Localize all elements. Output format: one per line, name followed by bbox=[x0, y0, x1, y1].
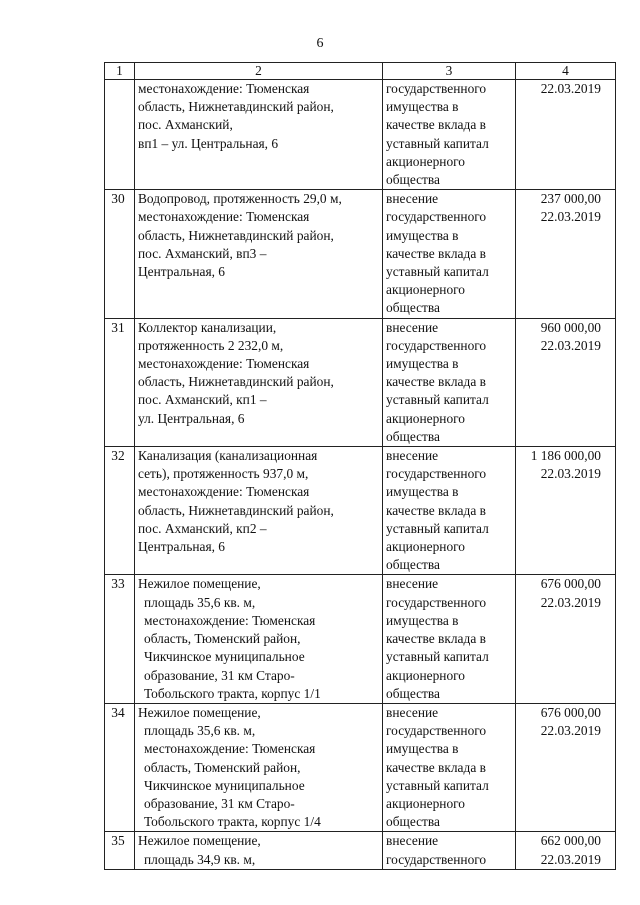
description-line: Тобольского тракта, корпус 1/1 bbox=[144, 685, 321, 701]
transfer-basis bbox=[383, 703, 516, 831]
transfer-basis bbox=[383, 447, 516, 575]
description-line: область, Нижнетавдинский район, bbox=[138, 374, 334, 390]
basis-line: общества bbox=[386, 557, 440, 573]
date: 22.03.2019 bbox=[540, 594, 601, 610]
transfer-basis bbox=[383, 80, 516, 190]
basis-line: имущества в bbox=[386, 227, 459, 243]
basis-line: общества bbox=[386, 300, 440, 316]
description-line: местонахождение: Тюменская bbox=[138, 209, 310, 225]
basis-line: качестве вклада в bbox=[386, 374, 486, 390]
basis-line: уставный капитал bbox=[386, 135, 489, 151]
description-line: Канализация (канализационная bbox=[138, 448, 318, 464]
description-line: Чикчинское муниципальное bbox=[144, 777, 305, 793]
basis-line: качестве вклада в bbox=[386, 759, 486, 775]
basis-line: внесение bbox=[386, 448, 439, 464]
description-line: пос. Ахманский, bbox=[138, 117, 233, 133]
basis-line: внесение bbox=[386, 191, 439, 207]
description-line: Нежилое помещение, bbox=[138, 833, 261, 849]
basis-line: внесение bbox=[386, 576, 439, 592]
row-number bbox=[105, 80, 135, 190]
basis-line: общества bbox=[386, 814, 440, 830]
row-number: 33 bbox=[105, 575, 135, 703]
basis-line: имущества в bbox=[386, 99, 459, 115]
property-description bbox=[135, 190, 383, 318]
description-line: Чикчинское муниципальное bbox=[144, 649, 305, 665]
row-number: 30 bbox=[105, 190, 135, 318]
basis-line: государственного bbox=[386, 466, 487, 482]
description-line: местонахождение: Тюменская bbox=[144, 612, 316, 628]
description-line: пос. Ахманский, кп1 – bbox=[138, 392, 267, 408]
basis-line: акционерного bbox=[386, 153, 465, 169]
header-col-2: 2 bbox=[135, 63, 383, 80]
property-description bbox=[135, 703, 383, 831]
date: 22.03.2019 bbox=[540, 466, 601, 482]
amount-date-cell bbox=[516, 190, 616, 318]
description-line: местонахождение: Тюменская bbox=[138, 81, 310, 96]
amount: 662 000,00 bbox=[540, 833, 601, 849]
transfer-basis bbox=[383, 318, 516, 446]
basis-line: уставный капитал bbox=[386, 649, 489, 665]
date: 22.03.2019 bbox=[540, 723, 601, 739]
amount: 676 000,00 bbox=[540, 704, 601, 720]
basis-line: государственного bbox=[386, 594, 487, 610]
table-row bbox=[105, 447, 616, 575]
basis-line: уставный капитал bbox=[386, 777, 489, 793]
date: 22.03.2019 bbox=[540, 81, 601, 96]
row-number: 35 bbox=[105, 832, 135, 869]
description-line: пос. Ахманский, вп3 – bbox=[138, 245, 267, 261]
amount: 676 000,00 bbox=[540, 576, 601, 592]
description-line: площадь 34,9 кв. м, bbox=[144, 851, 256, 867]
description-line: протяженность 2 232,0 м, bbox=[138, 337, 284, 353]
property-description bbox=[135, 318, 383, 446]
row-number: 34 bbox=[105, 703, 135, 831]
description-line: образование, 31 км Старо- bbox=[144, 667, 295, 683]
basis-line: внесение bbox=[386, 833, 439, 849]
basis-line: качестве вклада в bbox=[386, 245, 486, 261]
table-header-row bbox=[105, 63, 616, 80]
table-row bbox=[105, 703, 616, 831]
header-col-3: 3 bbox=[383, 63, 516, 80]
basis-line: качестве вклада в bbox=[386, 502, 486, 518]
basis-line: государственного bbox=[386, 81, 487, 96]
basis-line: государственного bbox=[386, 723, 487, 739]
basis-line: уставный капитал bbox=[386, 264, 489, 280]
table-row bbox=[105, 318, 616, 446]
description-line: местонахождение: Тюменская bbox=[138, 484, 310, 500]
description-line: Центральная, 6 bbox=[138, 539, 226, 555]
basis-line: акционерного bbox=[386, 539, 465, 555]
basis-line: акционерного bbox=[386, 282, 465, 298]
description-line: площадь 35,6 кв. м, bbox=[144, 594, 256, 610]
description-line: область, Тюменский район, bbox=[144, 759, 301, 775]
header-col-1: 1 bbox=[105, 63, 135, 80]
basis-line: акционерного bbox=[386, 667, 465, 683]
description-line: сеть), протяженность 937,0 м, bbox=[138, 466, 309, 482]
row-number: 31 bbox=[105, 318, 135, 446]
basis-line: имущества в bbox=[386, 741, 459, 757]
description-line: Коллектор канализации, bbox=[138, 319, 277, 335]
basis-line: акционерного bbox=[386, 795, 465, 811]
property-description bbox=[135, 832, 383, 869]
description-line: вп1 – ул. Центральная, 6 bbox=[138, 135, 279, 151]
amount-date-cell bbox=[516, 447, 616, 575]
property-description bbox=[135, 447, 383, 575]
description-line: ул. Центральная, 6 bbox=[138, 410, 245, 426]
transfer-basis bbox=[383, 575, 516, 703]
amount: 1 186 000,00 bbox=[530, 448, 601, 464]
basis-line: общества bbox=[386, 428, 440, 444]
table-row bbox=[105, 80, 616, 190]
description-line: местонахождение: Тюменская bbox=[144, 741, 316, 757]
transfer-basis bbox=[383, 190, 516, 318]
amount-date-cell bbox=[516, 703, 616, 831]
description-line: область, Нижнетавдинский район, bbox=[138, 502, 334, 518]
row-number: 32 bbox=[105, 447, 135, 575]
basis-line: качестве вклада в bbox=[386, 117, 486, 133]
description-line: Центральная, 6 bbox=[138, 264, 226, 280]
description-line: площадь 35,6 кв. м, bbox=[144, 723, 256, 739]
basis-line: уставный капитал bbox=[386, 392, 489, 408]
description-line: Тобольского тракта, корпус 1/4 bbox=[144, 814, 321, 830]
table-row bbox=[105, 190, 616, 318]
basis-line: акционерного bbox=[386, 410, 465, 426]
basis-line: имущества в bbox=[386, 356, 459, 372]
basis-line: имущества в bbox=[386, 484, 459, 500]
date: 22.03.2019 bbox=[540, 209, 601, 225]
table-row bbox=[105, 575, 616, 703]
description-line: Нежилое помещение, bbox=[138, 704, 261, 720]
amount-date-cell bbox=[516, 318, 616, 446]
description-line: Водопровод, протяженность 29,0 м, bbox=[138, 191, 342, 207]
date: 22.03.2019 bbox=[540, 337, 601, 353]
description-line: область, Нижнетавдинский район, bbox=[138, 227, 334, 243]
transfer-basis bbox=[383, 832, 516, 869]
basis-line: общества bbox=[386, 172, 440, 188]
amount-date-cell bbox=[516, 575, 616, 703]
basis-line: имущества в bbox=[386, 612, 459, 628]
basis-line: внесение bbox=[386, 704, 439, 720]
basis-line: государственного bbox=[386, 209, 487, 225]
header-col-4: 4 bbox=[516, 63, 616, 80]
basis-line: государственного bbox=[386, 851, 487, 867]
basis-line: качестве вклада в bbox=[386, 631, 486, 647]
date: 22.03.2019 bbox=[540, 851, 601, 867]
description-line: область, Нижнетавдинский район, bbox=[138, 99, 334, 115]
property-description bbox=[135, 80, 383, 190]
property-table bbox=[104, 62, 616, 870]
page-number: 6 bbox=[316, 36, 324, 51]
description-line: область, Тюменский район, bbox=[144, 631, 301, 647]
amount-date-cell bbox=[516, 832, 616, 869]
amount: 960 000,00 bbox=[540, 319, 601, 335]
amount-date-cell bbox=[516, 80, 616, 190]
amount: 237 000,00 bbox=[540, 191, 601, 207]
table-row bbox=[105, 832, 616, 869]
basis-line: уставный капитал bbox=[386, 520, 489, 536]
description-line: местонахождение: Тюменская bbox=[138, 356, 310, 372]
description-line: образование, 31 км Старо- bbox=[144, 795, 295, 811]
basis-line: внесение bbox=[386, 319, 439, 335]
description-line: Нежилое помещение, bbox=[138, 576, 261, 592]
basis-line: государственного bbox=[386, 337, 487, 353]
description-line: пос. Ахманский, кп2 – bbox=[138, 520, 267, 536]
basis-line: общества bbox=[386, 685, 440, 701]
property-description bbox=[135, 575, 383, 703]
